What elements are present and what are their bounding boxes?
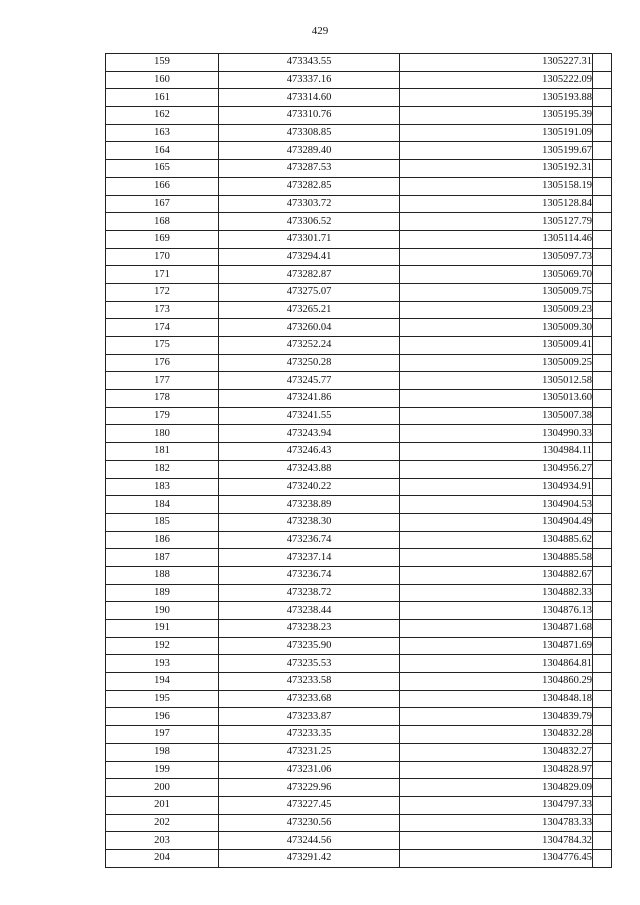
point-number-cell: 173 <box>106 301 219 319</box>
point-number-cell: 168 <box>106 213 219 231</box>
table-row <box>106 425 612 443</box>
table-row <box>106 726 612 744</box>
empty-cell <box>593 354 612 372</box>
x-coordinate-cell: 473233.87 <box>219 708 400 726</box>
empty-cell <box>593 177 612 195</box>
x-coordinate-cell: 473306.52 <box>219 213 400 231</box>
table-row <box>106 761 612 779</box>
table-row <box>106 690 612 708</box>
table-row <box>106 354 612 372</box>
empty-cell <box>593 460 612 478</box>
x-coordinate-cell: 473243.88 <box>219 460 400 478</box>
point-number-cell: 185 <box>106 513 219 531</box>
y-coordinate-cell: 1305069.70 <box>400 266 593 284</box>
x-coordinate-cell: 473238.30 <box>219 513 400 531</box>
empty-cell <box>593 266 612 284</box>
y-coordinate-cell: 1304885.58 <box>400 549 593 567</box>
point-number-cell: 197 <box>106 726 219 744</box>
y-coordinate-cell: 1304828.97 <box>400 761 593 779</box>
empty-cell <box>593 814 612 832</box>
table-row <box>106 602 612 620</box>
point-number-cell: 175 <box>106 337 219 355</box>
x-coordinate-cell: 473227.45 <box>219 796 400 814</box>
y-coordinate-cell: 1304882.33 <box>400 584 593 602</box>
empty-cell <box>593 708 612 726</box>
empty-cell <box>593 531 612 549</box>
x-coordinate-cell: 473310.76 <box>219 107 400 125</box>
y-coordinate-cell: 1304848.18 <box>400 690 593 708</box>
table-row <box>106 513 612 531</box>
x-coordinate-cell: 473265.21 <box>219 301 400 319</box>
x-coordinate-cell: 473314.60 <box>219 89 400 107</box>
point-number-cell: 159 <box>106 54 219 72</box>
table-row <box>106 496 612 514</box>
table-row <box>106 832 612 850</box>
empty-cell <box>593 160 612 178</box>
x-coordinate-cell: 473237.14 <box>219 549 400 567</box>
point-number-cell: 170 <box>106 248 219 266</box>
table-row <box>106 779 612 797</box>
point-number-cell: 190 <box>106 602 219 620</box>
table-row <box>106 195 612 213</box>
x-coordinate-cell: 473287.53 <box>219 160 400 178</box>
x-coordinate-cell: 473244.56 <box>219 832 400 850</box>
x-coordinate-cell: 473231.25 <box>219 743 400 761</box>
x-coordinate-cell: 473282.87 <box>219 266 400 284</box>
y-coordinate-cell: 1304934.91 <box>400 478 593 496</box>
point-number-cell: 201 <box>106 796 219 814</box>
x-coordinate-cell: 473238.23 <box>219 620 400 638</box>
empty-cell <box>593 673 612 691</box>
x-coordinate-cell: 473238.89 <box>219 496 400 514</box>
table-row <box>106 230 612 248</box>
x-coordinate-cell: 473235.90 <box>219 637 400 655</box>
empty-cell <box>593 390 612 408</box>
point-number-cell: 178 <box>106 390 219 408</box>
y-coordinate-cell: 1305009.30 <box>400 319 593 337</box>
y-coordinate-cell: 1304784.32 <box>400 832 593 850</box>
point-number-cell: 195 <box>106 690 219 708</box>
x-coordinate-cell: 473243.94 <box>219 425 400 443</box>
x-coordinate-cell: 473236.74 <box>219 531 400 549</box>
point-number-cell: 160 <box>106 71 219 89</box>
table-row <box>106 584 612 602</box>
empty-cell <box>593 301 612 319</box>
empty-cell <box>593 549 612 567</box>
x-coordinate-cell: 473236.74 <box>219 566 400 584</box>
y-coordinate-cell: 1305222.09 <box>400 71 593 89</box>
point-number-cell: 184 <box>106 496 219 514</box>
empty-cell <box>593 620 612 638</box>
point-number-cell: 169 <box>106 230 219 248</box>
y-coordinate-cell: 1305009.25 <box>400 354 593 372</box>
table-row <box>106 849 612 867</box>
y-coordinate-cell: 1305199.67 <box>400 142 593 160</box>
y-coordinate-cell: 1305013.60 <box>400 390 593 408</box>
empty-cell <box>593 566 612 584</box>
x-coordinate-cell: 473233.35 <box>219 726 400 744</box>
table-row <box>106 213 612 231</box>
point-number-cell: 176 <box>106 354 219 372</box>
point-number-cell: 203 <box>106 832 219 850</box>
x-coordinate-cell: 473260.04 <box>219 319 400 337</box>
table-row <box>106 54 612 72</box>
empty-cell <box>593 407 612 425</box>
table-row <box>106 620 612 638</box>
point-number-cell: 166 <box>106 177 219 195</box>
point-number-cell: 162 <box>106 107 219 125</box>
empty-cell <box>593 337 612 355</box>
empty-cell <box>593 478 612 496</box>
empty-cell <box>593 54 612 72</box>
empty-cell <box>593 584 612 602</box>
table-row <box>106 655 612 673</box>
y-coordinate-cell: 1304860.29 <box>400 673 593 691</box>
point-number-cell: 180 <box>106 425 219 443</box>
empty-cell <box>593 124 612 142</box>
point-number-cell: 198 <box>106 743 219 761</box>
y-coordinate-cell: 1305097.73 <box>400 248 593 266</box>
empty-cell <box>593 319 612 337</box>
y-coordinate-cell: 1304904.53 <box>400 496 593 514</box>
x-coordinate-cell: 473343.55 <box>219 54 400 72</box>
y-coordinate-cell: 1304839.79 <box>400 708 593 726</box>
table-row <box>106 266 612 284</box>
table-row <box>106 372 612 390</box>
empty-cell <box>593 71 612 89</box>
point-number-cell: 161 <box>106 89 219 107</box>
empty-cell <box>593 213 612 231</box>
table-row <box>106 89 612 107</box>
point-number-cell: 186 <box>106 531 219 549</box>
point-number-cell: 189 <box>106 584 219 602</box>
y-coordinate-cell: 1304984.11 <box>400 443 593 461</box>
x-coordinate-cell: 473240.22 <box>219 478 400 496</box>
empty-cell <box>593 443 612 461</box>
x-coordinate-cell: 473294.41 <box>219 248 400 266</box>
x-coordinate-cell: 473289.40 <box>219 142 400 160</box>
coordinates-table <box>105 53 612 868</box>
point-number-cell: 204 <box>106 849 219 867</box>
page-number: 429 <box>311 25 329 37</box>
empty-cell <box>593 726 612 744</box>
point-number-cell: 167 <box>106 195 219 213</box>
point-number-cell: 192 <box>106 637 219 655</box>
empty-cell <box>593 513 612 531</box>
y-coordinate-cell: 1305192.31 <box>400 160 593 178</box>
table-row <box>106 673 612 691</box>
point-number-cell: 171 <box>106 266 219 284</box>
point-number-cell: 164 <box>106 142 219 160</box>
point-number-cell: 177 <box>106 372 219 390</box>
x-coordinate-cell: 473282.85 <box>219 177 400 195</box>
point-number-cell: 200 <box>106 779 219 797</box>
x-coordinate-cell: 473233.58 <box>219 673 400 691</box>
point-number-cell: 194 <box>106 673 219 691</box>
y-coordinate-cell: 1305009.23 <box>400 301 593 319</box>
table-row <box>106 637 612 655</box>
table-row <box>106 124 612 142</box>
point-number-cell: 172 <box>106 283 219 301</box>
point-number-cell: 174 <box>106 319 219 337</box>
point-number-cell: 183 <box>106 478 219 496</box>
point-number-cell: 199 <box>106 761 219 779</box>
table-row <box>106 160 612 178</box>
y-coordinate-cell: 1304832.28 <box>400 726 593 744</box>
empty-cell <box>593 602 612 620</box>
x-coordinate-cell: 473241.86 <box>219 390 400 408</box>
table-row <box>106 443 612 461</box>
y-coordinate-cell: 1305114.46 <box>400 230 593 248</box>
point-number-cell: 196 <box>106 708 219 726</box>
table-row <box>106 283 612 301</box>
empty-cell <box>593 283 612 301</box>
table-row <box>106 460 612 478</box>
x-coordinate-cell: 473231.06 <box>219 761 400 779</box>
y-coordinate-cell: 1304871.68 <box>400 620 593 638</box>
empty-cell <box>593 372 612 390</box>
empty-cell <box>593 655 612 673</box>
point-number-cell: 187 <box>106 549 219 567</box>
point-number-cell: 165 <box>106 160 219 178</box>
x-coordinate-cell: 473230.56 <box>219 814 400 832</box>
y-coordinate-cell: 1304864.81 <box>400 655 593 673</box>
x-coordinate-cell: 473246.43 <box>219 443 400 461</box>
y-coordinate-cell: 1305128.84 <box>400 195 593 213</box>
table-row <box>106 248 612 266</box>
empty-cell <box>593 230 612 248</box>
y-coordinate-cell: 1304783.33 <box>400 814 593 832</box>
point-number-cell: 188 <box>106 566 219 584</box>
point-number-cell: 182 <box>106 460 219 478</box>
empty-cell <box>593 89 612 107</box>
x-coordinate-cell: 473233.68 <box>219 690 400 708</box>
table-row <box>106 478 612 496</box>
x-coordinate-cell: 473252.24 <box>219 337 400 355</box>
x-coordinate-cell: 473238.44 <box>219 602 400 620</box>
y-coordinate-cell: 1305007.38 <box>400 407 593 425</box>
x-coordinate-cell: 473291.42 <box>219 849 400 867</box>
y-coordinate-cell: 1304990.33 <box>400 425 593 443</box>
point-number-cell: 193 <box>106 655 219 673</box>
y-coordinate-cell: 1305227.31 <box>400 54 593 72</box>
table-row <box>106 814 612 832</box>
table-row <box>106 531 612 549</box>
empty-cell <box>593 779 612 797</box>
y-coordinate-cell: 1304776.45 <box>400 849 593 867</box>
x-coordinate-cell: 473250.28 <box>219 354 400 372</box>
empty-cell <box>593 142 612 160</box>
y-coordinate-cell: 1304832.27 <box>400 743 593 761</box>
table-row <box>106 142 612 160</box>
table-row <box>106 390 612 408</box>
table-row <box>106 177 612 195</box>
point-number-cell: 163 <box>106 124 219 142</box>
empty-cell <box>593 796 612 814</box>
coordinates-table-body <box>106 54 612 868</box>
y-coordinate-cell: 1305193.88 <box>400 89 593 107</box>
table-row <box>106 337 612 355</box>
y-coordinate-cell: 1304876.13 <box>400 602 593 620</box>
x-coordinate-cell: 473238.72 <box>219 584 400 602</box>
x-coordinate-cell: 473241.55 <box>219 407 400 425</box>
y-coordinate-cell: 1304904.49 <box>400 513 593 531</box>
x-coordinate-cell: 473229.96 <box>219 779 400 797</box>
empty-cell <box>593 425 612 443</box>
empty-cell <box>593 743 612 761</box>
empty-cell <box>593 832 612 850</box>
x-coordinate-cell: 473235.53 <box>219 655 400 673</box>
point-number-cell: 179 <box>106 407 219 425</box>
table-row <box>106 708 612 726</box>
x-coordinate-cell: 473301.71 <box>219 230 400 248</box>
y-coordinate-cell: 1304885.62 <box>400 531 593 549</box>
y-coordinate-cell: 1304882.67 <box>400 566 593 584</box>
x-coordinate-cell: 473275.07 <box>219 283 400 301</box>
x-coordinate-cell: 473337.16 <box>219 71 400 89</box>
y-coordinate-cell: 1304871.69 <box>400 637 593 655</box>
y-coordinate-cell: 1305009.41 <box>400 337 593 355</box>
x-coordinate-cell: 473245.77 <box>219 372 400 390</box>
empty-cell <box>593 761 612 779</box>
table-row <box>106 107 612 125</box>
y-coordinate-cell: 1304797.33 <box>400 796 593 814</box>
table-row <box>106 743 612 761</box>
table-row <box>106 71 612 89</box>
table-row <box>106 319 612 337</box>
empty-cell <box>593 496 612 514</box>
table-row <box>106 796 612 814</box>
empty-cell <box>593 849 612 867</box>
empty-cell <box>593 248 612 266</box>
table-row <box>106 566 612 584</box>
point-number-cell: 191 <box>106 620 219 638</box>
y-coordinate-cell: 1305009.75 <box>400 283 593 301</box>
y-coordinate-cell: 1305191.09 <box>400 124 593 142</box>
y-coordinate-cell: 1305195.39 <box>400 107 593 125</box>
y-coordinate-cell: 1304829.09 <box>400 779 593 797</box>
y-coordinate-cell: 1304956.27 <box>400 460 593 478</box>
x-coordinate-cell: 473303.72 <box>219 195 400 213</box>
table-row <box>106 301 612 319</box>
table-row <box>106 549 612 567</box>
point-number-cell: 202 <box>106 814 219 832</box>
y-coordinate-cell: 1305127.79 <box>400 213 593 231</box>
table-row <box>106 407 612 425</box>
empty-cell <box>593 195 612 213</box>
y-coordinate-cell: 1305158.19 <box>400 177 593 195</box>
y-coordinate-cell: 1305012.58 <box>400 372 593 390</box>
point-number-cell: 181 <box>106 443 219 461</box>
empty-cell <box>593 107 612 125</box>
empty-cell <box>593 690 612 708</box>
x-coordinate-cell: 473308.85 <box>219 124 400 142</box>
empty-cell <box>593 637 612 655</box>
